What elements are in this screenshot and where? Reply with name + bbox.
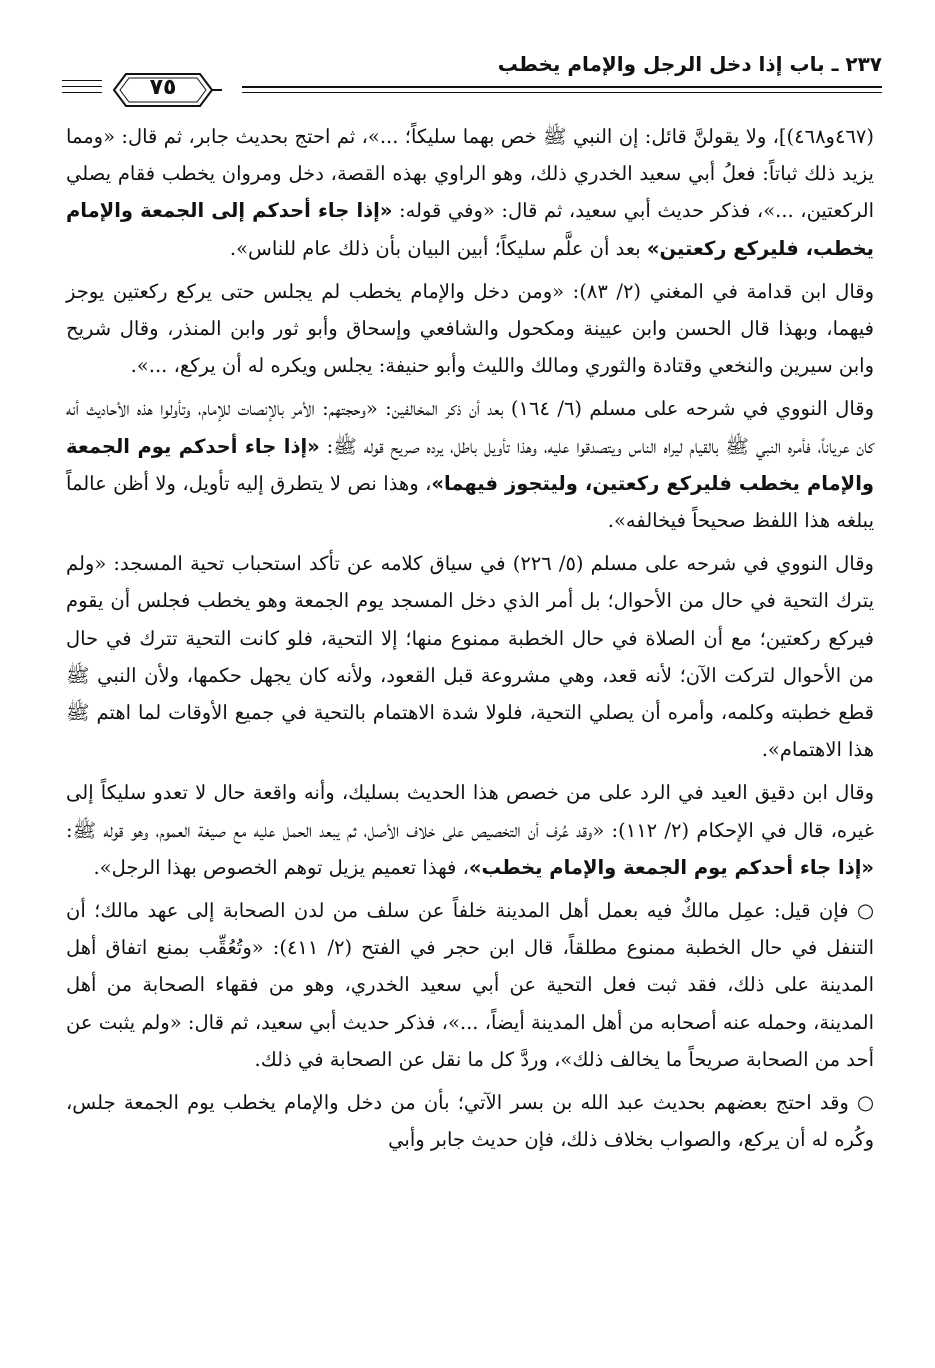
paragraph-text: ، وهذا نص لا يتطرق إليه تأويل، ولا أظن عالماً يبلغه هذا اللفظ صحيحاً فيخالفه». (66, 471, 874, 533)
paragraph (66, 273, 874, 385)
header-rule-thin (242, 92, 882, 93)
ornament-line (62, 92, 102, 93)
paragraph-text: وقال النووي في شرحه على مسلم (٦/ ١٦٤) بعد أن ذكر المخالفين: «وحجتهم: الأمر بالإنصات للإمام، وتأولوا هذه الأحاديث أنه كان عرياناً، فأمره النبي ﷺ بالقيام ليراه الناس ويتصدقوا عليه، وهذا تأويل باطل، يرده صريح قوله ﷺ: (66, 397, 874, 458)
page-body (66, 118, 874, 1164)
header-rule (242, 86, 882, 88)
ornament-line (62, 80, 102, 81)
paragraph-text: وقال ابن دقيق العيد في الرد على من خصص هذا الحديث بسليك، وأنه واقعة حال لا تعدو سليكاً إلى غيره، قال في الإحكام (٢/ ١١٢): «وقد عُرف أن التخصيص على خلاف الأصل، ثم يبعد الحمل عليه مع صيغة العموم، وهو قوله ﷺ: (66, 781, 874, 842)
page-header (62, 42, 882, 102)
paragraph-text: ، فهذا تعميم يزيل توهم الخصوص بهذا الرجل». (93, 855, 469, 879)
paragraph (66, 118, 874, 267)
paragraph (66, 1084, 874, 1158)
hadith-quote: «إذا جاء أحدكم يوم الجمعة والإمام يخطب» (468, 855, 874, 879)
paragraph-text: ○ وقد احتج بعضهم بحديث عبد الله بن بسر الآتي؛ بأن من دخل والإمام يخطب يوم الجمعة جلس، وكُره له أن يركع، والصواب بخلاف ذلك، فإن حديث جابر وأبي (66, 1091, 874, 1152)
hadith-quote: «إذا جاء أحدكم إلى الجمعة والإمام يخطب، فليركع ركعتين» (66, 199, 874, 260)
chapter-title: ٢٣٧ ـ باب إذا دخل الرجل والإمام يخطب (497, 52, 882, 76)
paragraph (66, 774, 874, 886)
hadith-quote: «إذا جاء أحدكم يوم الجمعة والإمام يخطب فليركع ركعتين، وليتجوز فيهما» (66, 434, 875, 495)
paragraph-text: وقال ابن قدامة في المغني (٢/ ٨٣): «ومن دخل والإمام يخطب لم يجلس حتى يركع ركعتين يوجز فيهما، وبهذا قال الحسن وابن عيينة ومكحول والشافعي وإسحاق وأبو ثور وابن المنذر، وقال شريح وابن سيرين والنخعي وقتادة والثوري ومالك والليث وأبو حنيفة: يجلس ويكره له أن يركع، ...». (66, 279, 875, 378)
paragraph-text: (٤٦٧و٤٦٨)]، ولا يقولنَّ قائل: إن النبي ﷺ خص بهما سليكاً؛ ...»، ثم احتج بحديث جابر، ثم قال: «ومما يزيد ذلك ثباتاً: فعلُ أبي سعيد الخدري ذلك، وهو الراوي بهذه القصة، دخل ومروان يخطب فقام يصلي الركعتين، ...»، فذكر حديث أبي سعيد، ثم قال: «وفي قوله: (66, 125, 875, 223)
paragraph-text: وقال النووي في شرحه على مسلم (٥/ ٢٢٦) في سياق كلامه عن تأكد استحباب تحية المسجد: «ولم يترك التحية في حال من الأحوال؛ بل أمر الذي دخل المسجد يوم الجمعة وهو يخطب فجلس أن يقوم فيركع ركعتين؛ مع أن الصلاة في حال الخطبة ممنوع منها؛ إلا التحية، فلو كانت التحية تترك في حال من الأحوال لتركت الآن؛ لأنه قعد، وهي مشروعة قبل القعود، ولأنه كان يجهل حكمها، ولأن النبي ﷺ قطع خطبته وكلمه، وأمره أن يصلي التحية، فلولا شدة الاهتمام بالتحية في جميع الأوقات لما اهتم ﷺ هذا الاهتمام». (66, 552, 874, 762)
paragraph (66, 892, 874, 1078)
page-number-badge (104, 68, 222, 112)
paragraph-text: بعد أن علَّم سليكاً؛ أبين البيان بأن ذلك عام للناس». (229, 236, 647, 260)
paragraph (66, 545, 874, 768)
paragraph-text: ○ فإن قيل: عمِل مالكٌ فيه بعمل أهل المدينة خلفاً عن سلف من لدن الصحابة إلى عهد مالك؛ أن التنفل في حال الخطبة ممنوع مطلقاً، قال ابن حجر في الفتح (٢/ ٤١١): «وتُعُقِّب بمنع اتفاق أهل المدينة على ذلك، فقد ثبت فعل التحية عن أبي سعيد الخدري، وهو من فقهاء الصحابة من أهل المدينة، وحمله عنه أصحابه من أهل المدينة أيضاً، ...»، فذكر حديث أبي سعيد، ثم قال: «ولم يثبت عن أحد من الصحابة صريحاً ما يخالف ذلك»، وردَّ كل ما نقل عن الصحابة في ذلك. (66, 899, 874, 1071)
ornament-line (62, 86, 102, 87)
paragraph (66, 390, 874, 539)
page-number: ٧٥ (149, 75, 177, 100)
